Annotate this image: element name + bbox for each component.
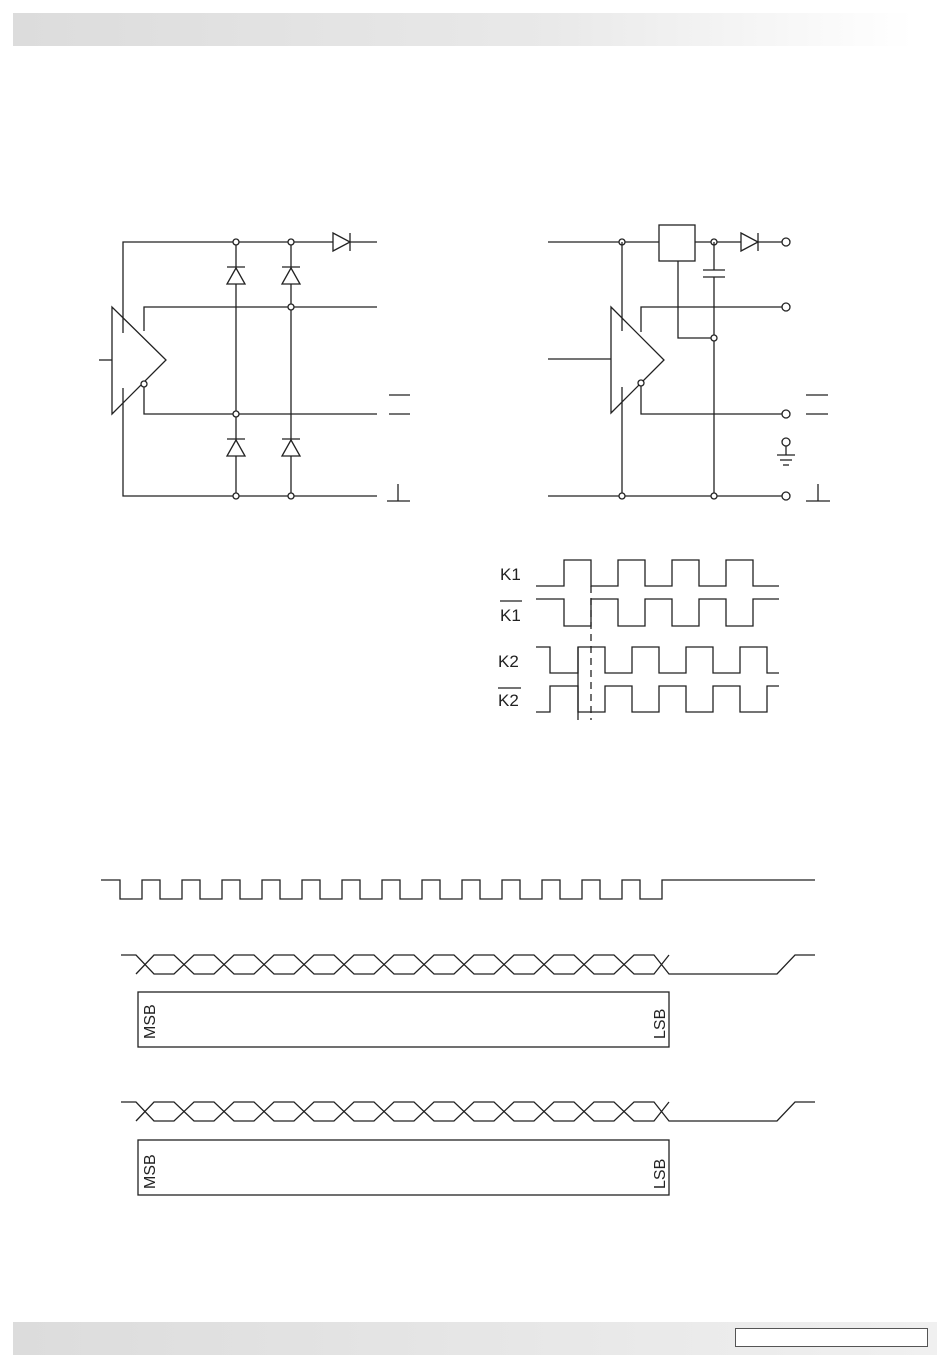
k1-label: K1: [500, 565, 521, 584]
k2-bar-label: K2: [498, 691, 519, 710]
clock-waveform: [101, 880, 815, 899]
lower-lsb-label: LSB: [652, 1158, 669, 1189]
left-output-diode: [333, 233, 350, 251]
right-amplifier: [611, 307, 664, 413]
right-capacitor: [703, 242, 725, 496]
upper-msb-label: MSB: [142, 1004, 159, 1039]
lower-msb-label: MSB: [142, 1154, 159, 1189]
k1-waveform: [536, 560, 779, 586]
right-circuit: [548, 225, 830, 501]
left-clamp-diodes: [227, 267, 300, 456]
small-timing-diagram: [498, 560, 779, 720]
left-amplifier: [112, 307, 166, 414]
right-output-diode: [741, 233, 758, 251]
data-bus-waveform-upper: [121, 955, 815, 974]
k1-bar-waveform: [536, 599, 779, 626]
large-timing-diagram: [101, 880, 815, 1195]
data-frame-lower: [138, 1140, 669, 1195]
k2-label: K2: [498, 652, 519, 671]
k1-bar-label: K1: [500, 606, 521, 625]
k2-waveform: [536, 647, 779, 673]
data-frame-upper: [138, 992, 669, 1047]
right-earth-ground: [777, 438, 795, 465]
k2-bar-waveform: [536, 686, 779, 712]
upper-lsb-label: LSB: [652, 1008, 669, 1039]
right-regulator-block: [659, 225, 695, 261]
data-bus-waveform-lower: [121, 1102, 815, 1121]
left-circuit: [99, 233, 410, 501]
